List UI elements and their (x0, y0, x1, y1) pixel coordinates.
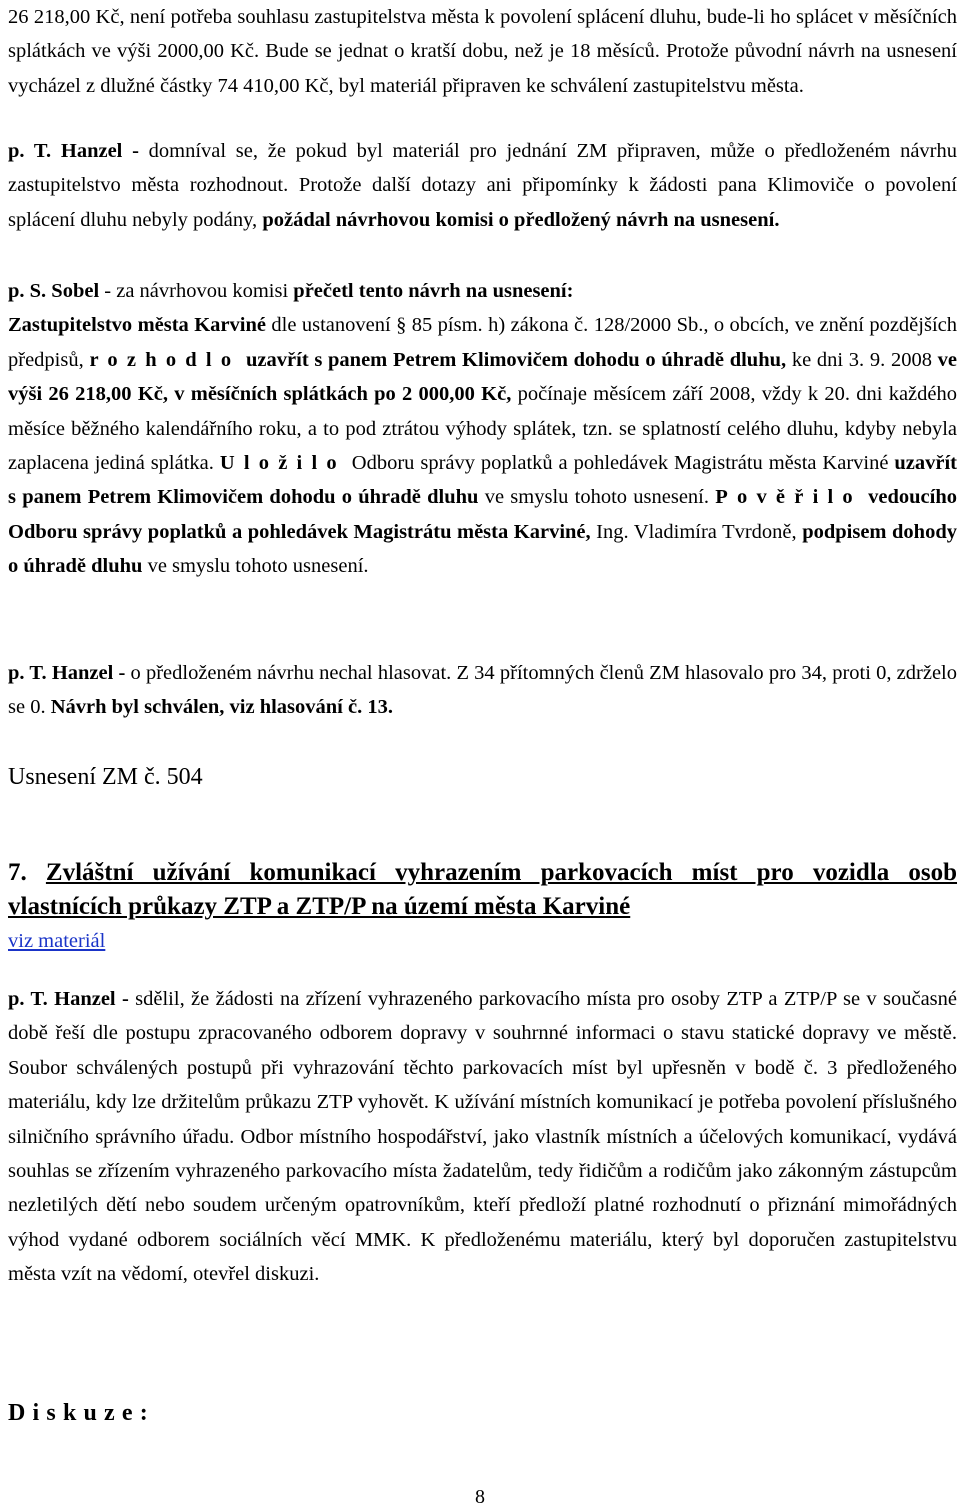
text-bold: Zastupitelstvo města Karviné (8, 314, 266, 337)
text-bold: uzavřít s panem Petrem Klimovičem dohodu o úhradě dluhu, (240, 348, 787, 371)
agenda-item-heading (8, 856, 957, 924)
text-run: 26 218,00 Kč, není potřeba souhlasu zastupitelstva města k povolení splácení dluhu, bude-li ho splácet v měsíčních splátkách ve výši 2000,00 Kč. Bude se jednat o kratší dobu, než je 18 měsíců. Protože původní návrh na usnesení vycházel z dlužné částky 74 410,00 Kč, byl materiál připraven ke schválení zastupitelstvu města. (8, 6, 957, 97)
text-run: dle ustanovení § 85 písm. h) zákona č. 128/2000 Sb., o obcích, ve znění pozdějších předpisů, (8, 314, 957, 371)
text-run: ve smyslu tohoto usnesení. (142, 555, 369, 578)
text-bold: uzavřít s panem Petrem Klimovičem dohodu o úhradě dluhu (8, 452, 957, 509)
page-number: 8 (475, 1486, 485, 1508)
paragraph-hanzel-2 (8, 982, 957, 1292)
speaker-name: p. T. Hanzel - (8, 662, 126, 684)
text-run: Ing. Vladimíra Tvrdoně, (590, 520, 803, 543)
text-run: domníval se, že pokud byl materiál pro jednání ZM připraven, může o předloženém návrhu zastupitelstvo města rozhodnout. Protože další dotazy ani připomínky k žádosti pana Klimoviče o povolení splácení dluhu nebyly podány, (8, 140, 957, 231)
text-run: ve smyslu tohoto usnesení. (478, 486, 716, 509)
text-run: počínaje měsícem září 2008, vždy k 20. dni každého měsíce běžného kalendářního roku, a to pod ztrátou výhody splátek, tzn. se splatností celého dluhu, kdyby nebyla zaplacena jediná splátka. (8, 383, 957, 475)
text-bold: ve výši 26 218,00 Kč, v měsíčních splátkách po 2 000,00 Kč, (8, 348, 958, 406)
agenda-item-number: 7. (8, 859, 27, 886)
view-material-link[interactable]: viz materiál (8, 930, 106, 952)
paragraph-resolution-proposal (8, 274, 957, 584)
text-bold: přečetl tento návrh na usnesení: (293, 280, 574, 302)
text-run: ke dni 3. 9. 2008 (786, 348, 938, 371)
text-spaced-bold: rozhodlo (89, 348, 241, 371)
text-bold: podpisem dohody o úhradě dluhu (8, 520, 957, 578)
paragraph-vote (8, 656, 957, 725)
speaker-name: p. T. Hanzel - (8, 988, 129, 1010)
speaker-name: p. S. Sobel (8, 280, 100, 302)
text-run: - za návrhovou komisi (99, 280, 294, 302)
text-run: o předloženém návrhu nechal hlasovat. Z 34 přítomných členů ZM hlasovalo pro 34, proti 0, zdrželo se 0. (8, 662, 957, 719)
discussion-heading: Diskuze: (8, 1400, 155, 1426)
text-spaced-bold: Pověřilo (715, 486, 862, 509)
text-run: sdělil, že žádosti na zřízení vyhrazeného parkovacího místa pro osoby ZTP a ZTP/P se v současné době řeší dle postupu zpracovaného odborem dopravy v souhrnné informaci o stavu statické dopravy ve městě. Soubor schválených postupů při vyhrazování těchto parkovacích míst byl upřesněn v bodě č. 3 předloženého materiálu, kdy lze držitelům průkazu ZTP vyhovět. K užívání místních komunikací je potřeba povolení příslušného silničního správního úřadu. Odbor místního hospodářství, jako vlastník místních a účelových komunikací, vydává souhlas se zřízením vyhrazeného parkovacího místa žadatelům, tedy řidičům a rodičům jako zákonným zástupcům nezletilých dětí nebo soudem určeným opatrovníkům, kteří předloží platné rozhodnutí o přiznání mimořádných výhod vydané odborem sociálních věcí MMK. K předloženému materiálu, který byl doporučen zastupitelstvu města vzít na vědomí, otevřel diskuzi. (8, 988, 957, 1286)
text-bold: vedoucího Odboru správy poplatků a pohledávek Magistrátu města Karviné, (8, 486, 957, 543)
text-bold: Návrh byl schválen, viz hlasování č. 13. (50, 696, 393, 719)
paragraph-debt-explanation (8, 0, 957, 103)
speaker-name: p. T. Hanzel - (8, 140, 139, 162)
text-spaced-bold: Uložilo (219, 452, 346, 475)
paragraph-hanzel-1 (8, 134, 957, 237)
agenda-item-title: Zvláštní užívání komunikací vyhrazením parkovacích míst pro vozidla osob vlastnících průkazy ZTP a ZTP/P na území města Karviné (8, 859, 958, 920)
text-bold: požádal návrhovou komisi o předložený návrh na usnesení. (262, 208, 780, 231)
resolution-number: Usnesení ZM č. 504 (8, 764, 203, 790)
text-run: Odboru správy poplatků a pohledávek Magistrátu města Karviné (345, 452, 895, 475)
